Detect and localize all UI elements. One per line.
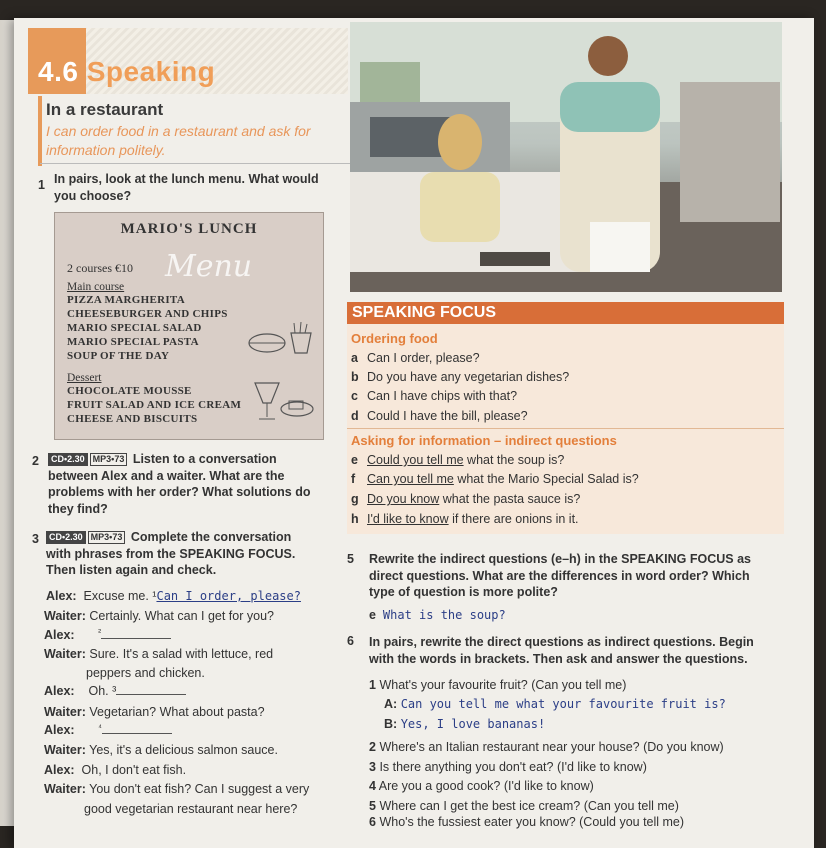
dialogue-line — [44, 647, 273, 661]
exercise-5-instruction — [369, 551, 789, 601]
divider — [40, 163, 350, 164]
menu-item: FRUIT SALAD AND ICE CREAM — [67, 399, 242, 411]
speaking-focus-box — [347, 302, 784, 534]
dialogue-line — [44, 684, 186, 698]
phrase: Can I order, please? — [367, 351, 480, 365]
phrase: Can I have chips with that? — [367, 389, 518, 403]
phrase-line — [351, 370, 569, 384]
item-number: 6 — [369, 815, 376, 829]
main-course-heading: Main course — [67, 281, 125, 293]
exercise-3-instruction — [46, 529, 346, 579]
restaurant-photo — [350, 22, 782, 292]
dialogue-line — [44, 763, 186, 777]
phrase: if there are onions in it. — [448, 512, 579, 526]
speaker: Alex: — [44, 763, 75, 777]
instruction-line: Then listen again and check. — [46, 563, 217, 577]
letter: f — [351, 472, 356, 486]
line-text: Vegetarian? What about pasta? — [89, 705, 265, 719]
menu-item: CHEESE AND BISCUITS — [67, 413, 198, 425]
dialogue-line — [46, 589, 301, 603]
line-text: ⁴ — [98, 722, 102, 732]
speaker: Waiter: — [44, 609, 86, 623]
menu-title: MARIO'S LUNCH — [120, 221, 258, 237]
instruction-line: they find? — [48, 501, 108, 516]
question-item — [369, 815, 684, 829]
answer-line — [384, 717, 545, 731]
dialogue-line — [44, 782, 309, 796]
dessert-icon — [249, 371, 315, 427]
lesson-aim: I can order food in a restaurant and ask for information politely. — [46, 123, 311, 158]
speaker: Waiter: — [44, 743, 86, 757]
item-number: 5 — [369, 799, 376, 813]
line-text: ² — [98, 627, 102, 637]
phrase-underlined: I'd like to know — [367, 512, 449, 526]
phrase-line — [351, 351, 480, 365]
phrase: Do you have any vegetarian dishes? — [367, 370, 570, 384]
restaurant-scene-illustration — [350, 22, 782, 292]
menu-item: MARIO SPECIAL PASTA — [67, 336, 199, 348]
exercise-6-instruction — [369, 634, 789, 667]
mp3-badge: MP3•73 — [88, 531, 126, 544]
instruction-line: type of question is more polite? — [369, 585, 558, 599]
letter: g — [351, 492, 359, 506]
speaker: Alex: — [44, 628, 75, 642]
question-text: Who's the fussiest eater you know? (Could you tell me) — [379, 815, 685, 829]
letter: a — [351, 351, 358, 365]
phrase: what the Mario Special Salad is? — [453, 472, 639, 486]
letter: e — [351, 453, 358, 467]
instruction-line: with phrases from the SPEAKING FOCUS. — [46, 546, 296, 561]
letter: b — [351, 370, 359, 384]
question-text: Where can I get the best ice cream? (Can you tell me) — [379, 799, 679, 813]
phrase-line — [351, 512, 579, 526]
speaker: Alex: — [44, 684, 75, 698]
line-text: Certainly. What can I get for you? — [89, 609, 274, 623]
instruction-line: Rewrite the indirect questions (e–h) in the SPEAKING FOCUS as — [369, 552, 752, 566]
line-text: Oh. ³ — [88, 684, 117, 698]
item-number: 3 — [369, 760, 376, 774]
letter: d — [351, 409, 359, 423]
letter: h — [351, 512, 359, 526]
divider — [347, 428, 784, 429]
question-item — [369, 799, 679, 813]
dialogue-line — [44, 743, 278, 757]
exercise-2-number: 2 — [32, 454, 39, 468]
line-text: Excuse me. ¹ — [83, 589, 157, 603]
ordering-food-heading: Ordering food — [351, 331, 438, 346]
phrase-line — [351, 492, 580, 506]
instruction-line: In pairs, rewrite the direct questions as indirect questions. Begin — [369, 635, 754, 649]
lunch-menu-card — [54, 212, 324, 440]
instruction-line: Listen to a conversation — [132, 452, 277, 466]
mp3-badge: MP3•73 — [90, 453, 128, 466]
question-text: Are you a good cook? (I'd like to know) — [378, 779, 594, 793]
answer-blank[interactable] — [116, 694, 186, 695]
lesson-subtitle: In a restaurant — [46, 100, 164, 119]
dessert-heading: Dessert — [67, 372, 102, 384]
answer-label: B: — [384, 717, 398, 731]
item-number: 2 — [369, 740, 376, 754]
instruction-line: direct questions. What are the differences in word order? Which — [369, 568, 750, 583]
answer-blank[interactable] — [102, 733, 172, 734]
menu-item: CHOCOLATE MOUSSE — [67, 385, 192, 397]
phrase: what the soup is? — [463, 453, 565, 467]
menu-item: PIZZA MARGHERITA — [67, 294, 185, 306]
menu-item: MARIO SPECIAL SALAD — [67, 322, 202, 334]
line-text: peppers and chicken. — [86, 666, 205, 680]
section-title: Speaking — [86, 56, 216, 87]
line-text: Sure. It's a salad with lettuce, red — [89, 647, 274, 661]
question-item — [369, 678, 626, 692]
phrase-underlined: Could you tell me — [367, 453, 464, 467]
answer-label: A: — [384, 697, 398, 711]
menu-price: 2 courses €10 — [67, 261, 133, 275]
menu-item: CHEESEBURGER AND CHIPS — [67, 308, 228, 320]
exercise-5-number: 5 — [347, 552, 354, 566]
speaker: Waiter: — [44, 647, 86, 661]
question-text: Where's an Italian restaurant near your house? (Do you know) — [379, 740, 724, 754]
phrase-underlined: Do you know — [367, 492, 440, 506]
question-item — [369, 740, 724, 754]
handwritten-answer: Can you tell me what your favourite fruit is? — [400, 697, 726, 711]
handwritten-answer: Can I order, please? — [156, 589, 301, 603]
instruction-line: between Alex and a waiter. What are the — [48, 468, 285, 483]
letter: e — [369, 608, 376, 622]
dialogue-line — [44, 627, 171, 642]
question-item — [369, 760, 647, 774]
page-title — [38, 56, 215, 88]
phrase: what the pasta sauce is? — [439, 492, 581, 506]
cd-badge: CD•2.30 — [48, 453, 88, 466]
handwritten-answer: Yes, I love bananas! — [400, 717, 546, 731]
speaker: Waiter: — [44, 705, 86, 719]
asking-info-heading: Asking for information – indirect questions — [351, 433, 617, 448]
instruction-line: problems with her order? What solutions do — [48, 485, 311, 499]
exercise-1-instruction: In pairs, look at the lunch menu. What would you choose? — [54, 172, 319, 203]
book-spine — [0, 20, 14, 826]
question-text: What's your favourite fruit? (Can you tell me) — [379, 678, 627, 692]
dialogue-line — [84, 802, 297, 816]
question-item — [369, 779, 594, 793]
exercise-3-number: 3 — [32, 532, 39, 546]
speaker: Alex: — [44, 723, 75, 737]
line-text: good vegetarian restaurant near here? — [84, 802, 298, 816]
speaker: Alex: — [46, 589, 77, 603]
answer-blank[interactable] — [101, 638, 171, 639]
answer-line — [384, 697, 726, 711]
dialogue-line — [44, 609, 274, 623]
menu-script-word: Menu — [165, 249, 253, 284]
exercise-5-example — [369, 608, 506, 622]
cd-badge: CD•2.30 — [46, 531, 86, 544]
dialogue-line — [86, 666, 205, 680]
menu-item: SOUP OF THE DAY — [67, 350, 170, 362]
dialogue-line — [44, 722, 172, 737]
instruction-line: Complete the conversation — [130, 530, 292, 544]
item-number: 1 — [369, 678, 376, 692]
letter: c — [351, 389, 358, 403]
question-text: Is there anything you don't eat? (I'd like to know) — [379, 760, 647, 774]
phrase-underlined: Can you tell me — [367, 472, 454, 486]
dialogue-line — [44, 705, 265, 719]
exercise-2-instruction — [48, 451, 348, 517]
speaking-focus-heading: SPEAKING FOCUS — [347, 302, 784, 324]
phrase-line — [351, 409, 528, 423]
subtitle-accent — [38, 96, 42, 166]
phrase-line — [351, 453, 564, 467]
line-text: Yes, it's a delicious salmon sauce. — [89, 743, 278, 757]
burger-fries-icon — [245, 319, 315, 359]
phrase-line — [351, 389, 517, 403]
exercise-6-number: 6 — [347, 634, 354, 648]
handwritten-answer: What is the soup? — [382, 608, 506, 622]
line-text: Oh, I don't eat fish. — [81, 763, 187, 777]
line-text: You don't eat fish? Can I suggest a very — [89, 782, 310, 796]
instruction-line: with the words in brackets. Then ask and answer the questions. — [369, 651, 748, 666]
item-number: 4 — [369, 779, 376, 793]
phrase: Could I have the bill, please? — [367, 409, 528, 423]
speaker: Waiter: — [44, 782, 86, 796]
exercise-1-number: 1 — [38, 178, 45, 192]
section-number: 4.6 — [38, 56, 79, 87]
phrase-line — [351, 472, 639, 486]
